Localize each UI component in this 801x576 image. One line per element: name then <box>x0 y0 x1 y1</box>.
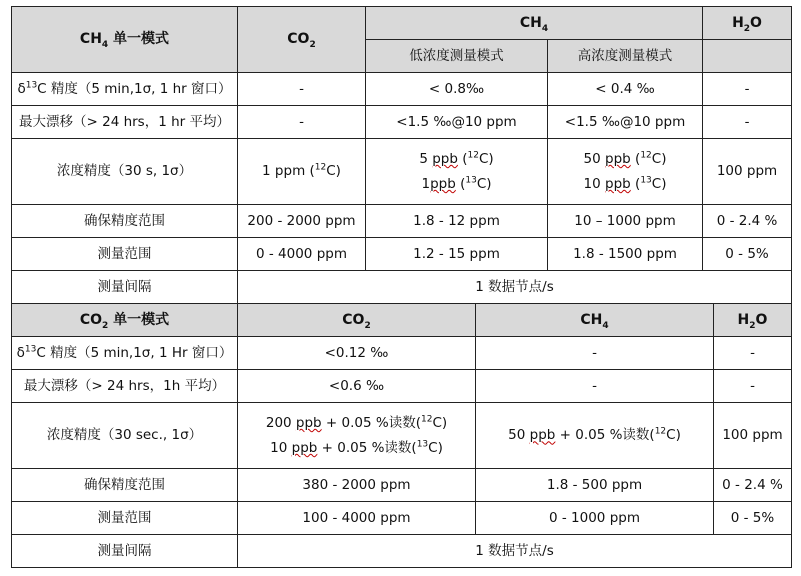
header-ch4: $CH_4$ <box>366 7 703 40</box>
cell-high-conc: 50 ppb ($^{12}$C) 10 ppb ($^{13}$C) <box>548 139 703 205</box>
cell-co2-drift: - <box>238 106 366 139</box>
row-label-d13c: $\delta^{13}C$ 精度（5 min,1σ, 1 Hr 窗口） <box>12 337 238 370</box>
header-ch4: $CH_4$ <box>476 304 714 337</box>
cell-co2-guar: 200 - 2000 ppm <box>238 205 366 238</box>
header-low-conc-mode: 低浓度测量模式 <box>366 40 548 73</box>
header-ch4-mode: $CH_4$ 单一模式 <box>12 7 238 73</box>
header-co2-mode: $CO_2$ 单一模式 <box>12 304 238 337</box>
cell-h2o-drift: - <box>703 106 792 139</box>
header-high-conc-mode: 高浓度测量模式 <box>548 40 703 73</box>
cell-h2o-range: 0 - 5% <box>714 502 792 535</box>
cell-high-range: 1.8 - 1500 ppm <box>548 238 703 271</box>
cell-co2-conc: 1 ppm ($^{12}$C) <box>238 139 366 205</box>
header-h2o: $H_2O$ <box>714 304 792 337</box>
header-co2: $CO_2$ <box>238 304 476 337</box>
cell-ch4-conc: 50 ppb + 0.05 %读数($^{12}$C) <box>476 403 714 469</box>
cell-low-d13c: < 0.8‰ <box>366 73 548 106</box>
cell-h2o-drift: - <box>714 370 792 403</box>
cell-ch4-d13c: - <box>476 337 714 370</box>
cell-high-guar: 10 – 1000 ppm <box>548 205 703 238</box>
cell-co2-drift: <0.6 ‰ <box>238 370 476 403</box>
row-label-measure-range: 测量范围 <box>12 502 238 535</box>
cell-h2o-conc: 100 ppm <box>714 403 792 469</box>
header-co2: $CO_2$ <box>238 7 366 73</box>
header-h2o-blank <box>703 40 792 73</box>
row-label-drift: 最大漂移（> 24 hrs，1h 平均） <box>12 370 238 403</box>
row-label-measure-range: 测量范围 <box>12 238 238 271</box>
header-h2o: $H_2O$ <box>703 7 792 40</box>
cell-ch4-range: 0 - 1000 ppm <box>476 502 714 535</box>
row-label-conc-precision: 浓度精度（30 sec., 1σ） <box>12 403 238 469</box>
cell-co2-guar: 380 - 2000 ppm <box>238 469 476 502</box>
co2-mode-spec-table <box>11 303 792 568</box>
cell-h2o-d13c: - <box>714 337 792 370</box>
cell-h2o-conc: 100 ppm <box>703 139 792 205</box>
cell-co2-d13c: - <box>238 73 366 106</box>
cell-low-guar: 1.8 - 12 ppm <box>366 205 548 238</box>
row-label-d13c: $\delta^{13}C$ 精度（5 min,1σ, 1 hr 窗口） <box>12 73 238 106</box>
cell-h2o-d13c: - <box>703 73 792 106</box>
row-label-interval: 测量间隔 <box>12 271 238 304</box>
cell-co2-range: 100 - 4000 ppm <box>238 502 476 535</box>
row-label-interval: 测量间隔 <box>12 535 238 568</box>
row-label-guaranteed-range: 确保精度范围 <box>12 469 238 502</box>
row-label-conc-precision: 浓度精度（30 s, 1σ） <box>12 139 238 205</box>
row-label-drift: 最大漂移（> 24 hrs，1 hr 平均） <box>12 106 238 139</box>
cell-ch4-drift: - <box>476 370 714 403</box>
cell-co2-range: 0 - 4000 ppm <box>238 238 366 271</box>
cell-high-drift: <1.5 ‰@10 ppm <box>548 106 703 139</box>
cell-h2o-range: 0 - 5% <box>703 238 792 271</box>
cell-interval-value: 1 数据节点/s <box>238 535 792 568</box>
cell-co2-conc: 200 ppb + 0.05 %读数($^{12}$C) 10 ppb + 0.05 %读数($^{13}$C) <box>238 403 476 469</box>
cell-ch4-guar: 1.8 - 500 ppm <box>476 469 714 502</box>
cell-low-conc: 5 ppb ($^{12}$C) 1ppb ($^{13}$C) <box>366 139 548 205</box>
ch4-mode-spec-table <box>11 6 792 304</box>
cell-interval-value: 1 数据节点/s <box>238 271 792 304</box>
cell-low-drift: <1.5 ‰@10 ppm <box>366 106 548 139</box>
cell-high-d13c: < 0.4 ‰ <box>548 73 703 106</box>
cell-low-range: 1.2 - 15 ppm <box>366 238 548 271</box>
cell-h2o-guar: 0 - 2.4 % <box>703 205 792 238</box>
row-label-guaranteed-range: 确保精度范围 <box>12 205 238 238</box>
cell-co2-d13c: <0.12 ‰ <box>238 337 476 370</box>
cell-h2o-guar: 0 - 2.4 % <box>714 469 792 502</box>
